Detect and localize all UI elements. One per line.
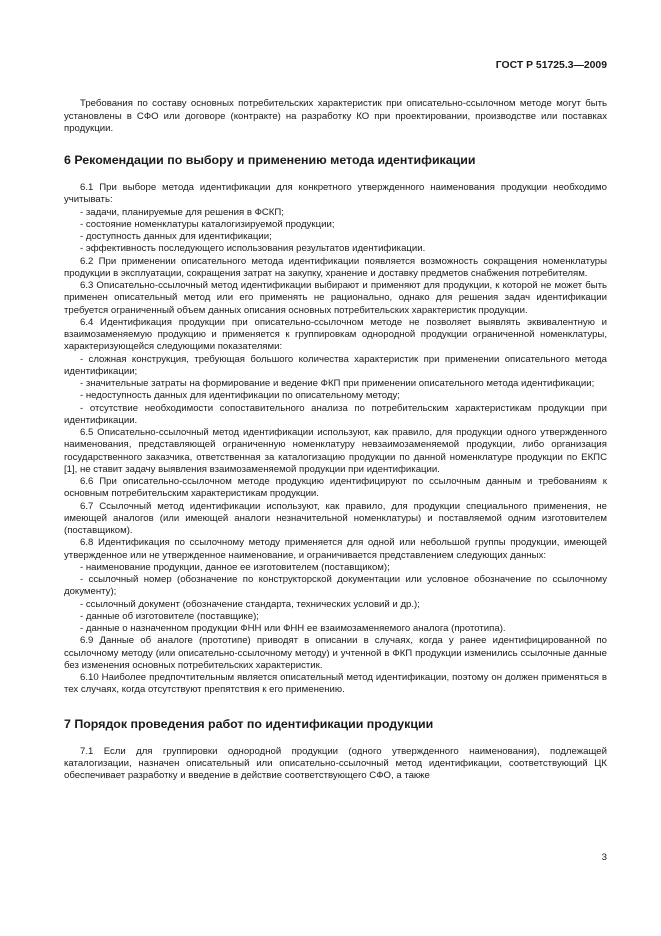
list-item: - значительные затраты на формирование и ведение ФКП при применении описательного метода идентификации;: [80, 378, 595, 389]
list-item: - отсутствие необходимости сопоставительного анализа по потребительским характеристикам продукции при идентификации.: [64, 402, 607, 426]
list-item: - наименование продукции, данное ее изготовителем (поставщиком);: [80, 561, 390, 573]
paragraph-6-10: 6.10 Наиболее предпочтительным является описательный метод идентификации, поэтому он должен применяться в тех случаях, когда отсутствуют препятствия к его применению.: [64, 672, 607, 696]
list-item: - эффективность последующего использования результатов идентификации.: [80, 243, 426, 255]
paragraph-6-5: 6.5 Описательно-ссылочный метод идентификации используют, как правило, для продукции одного утвержденного наименования, представляющей ограниченную номенклатуру невзаимозаменяемой продукции, либо организация государственного заказчика, ответственная за каталогизацию продукции по данной номенклатуре продукции по ЕКПС [1], не ставит задачу выявления взаимозаменяемой продукции при идентификации.: [64, 427, 607, 475]
paragraph-6-2: 6.2 При применении описательного метода идентификации появляется возможность сокращения номенклатуры продукции в эксплуатации, сокращения затрат на закупку, хранение и доставку предметов снабжения потребителям.: [64, 255, 607, 279]
list-item: - ссылочный документ (обозначение стандарта, технических условий и др.);: [80, 598, 420, 610]
section-7-title: 7 Порядок проведения работ по идентификации продукции: [64, 716, 434, 731]
paragraph-6-6: 6.6 При описательно-ссылочном методе продукцию идентифицируют по ссылочным данным и требованиям к основным потребительским характеристикам продукции.: [64, 476, 607, 500]
paragraph-6-3: 6.3 Описательно-ссылочный метод идентификации выбирают и применяют для продукции, к которой не может быть применен описательный метод или его применять не рационально, однако для решения задач идентификации требуется ограниченный объем данных описания основных потребительских характеристик продукции.: [64, 280, 607, 316]
list-item: - доступность данных для идентификации;: [80, 231, 272, 242]
page-number: 3: [601, 852, 607, 863]
paragraph-6-9: 6.9 Данные об аналоге (прототипе) приводят в описании в случаях, когда у ранее идентифицированной по ссылочному методу (или описательно-ссылочному методу) и учтенной в ФКП продукции изменились ссылочные данные без изменения основных потребительских характеристик.: [64, 635, 607, 671]
list-item: - данные об изготовителе (поставщике);: [80, 610, 259, 622]
list-item: - ссылочный номер (обозначение по конструкторской документации или условное обозначение по ссылочному документу);: [64, 574, 607, 598]
intro-paragraph: Требования по составу основных потребительских характеристик при описательно-ссылочном методе могут быть установлены в СФО или договоре (контракте) на разработку КО при проектировании, производстве или поставках продукции.: [64, 98, 607, 134]
list-item: - задачи, планируемые для решения в ФСКП;: [80, 206, 284, 218]
list-item: - данные о назначенном продукции ФНН или ФНН ее взаимозаменяемого аналога (прототипа).: [80, 623, 506, 634]
list-item: - состояние номенклатуры каталогизируемой продукции;: [80, 218, 335, 230]
paragraph-6-8: 6.8 Идентификация по ссылочному методу применяется для одной или небольшой группы продукции, имеющей утвержденное или не утвержденное наименование, и ограничивается представлением следующих данных:: [64, 537, 607, 561]
section-6-title: 6 Рекомендации по выбору и применению метода идентификации: [64, 153, 476, 167]
paragraph-7-1: 7.1 Если для группировки однородной продукции (одного утвержденного наименования), подлежащей каталогизации, назначен описательный или описательно-ссылочный метод идентификации, соответствующий ЦК обеспечивает разработку и введение в действие соответствующего СФО, а также: [64, 745, 607, 781]
paragraph-6-7: 6.7 Ссылочный метод идентификации используют, как правило, для продукции специального применения, не имеющей аналогов (или имеющей аналоги незначительной номенклатуры) и поставляемой одним изготовителем (поставщиком).: [64, 500, 607, 536]
paragraph-6-4: 6.4 Идентификация продукции при описательно-ссылочном методе не позволяет выявлять эквивалентную и взаимозаменяемую продукцию и применяется к группировкам однородной продукции ограниченной номенклатуры, характеризующейся следующими показателями:: [64, 316, 607, 353]
paragraph-6-1: 6.1 При выборе метода идентификации для конкретного утвержденного наименования продукции необходимо учитывать:: [64, 182, 607, 206]
document-number-header: ГОСТ Р 51725.3—2009: [495, 60, 607, 71]
list-item: - сложная конструкция, требующая большого количества характеристик при применении описательного метода идентификации;: [64, 353, 607, 377]
list-item: - недоступность данных для идентификации по описательному методу;: [80, 390, 400, 402]
